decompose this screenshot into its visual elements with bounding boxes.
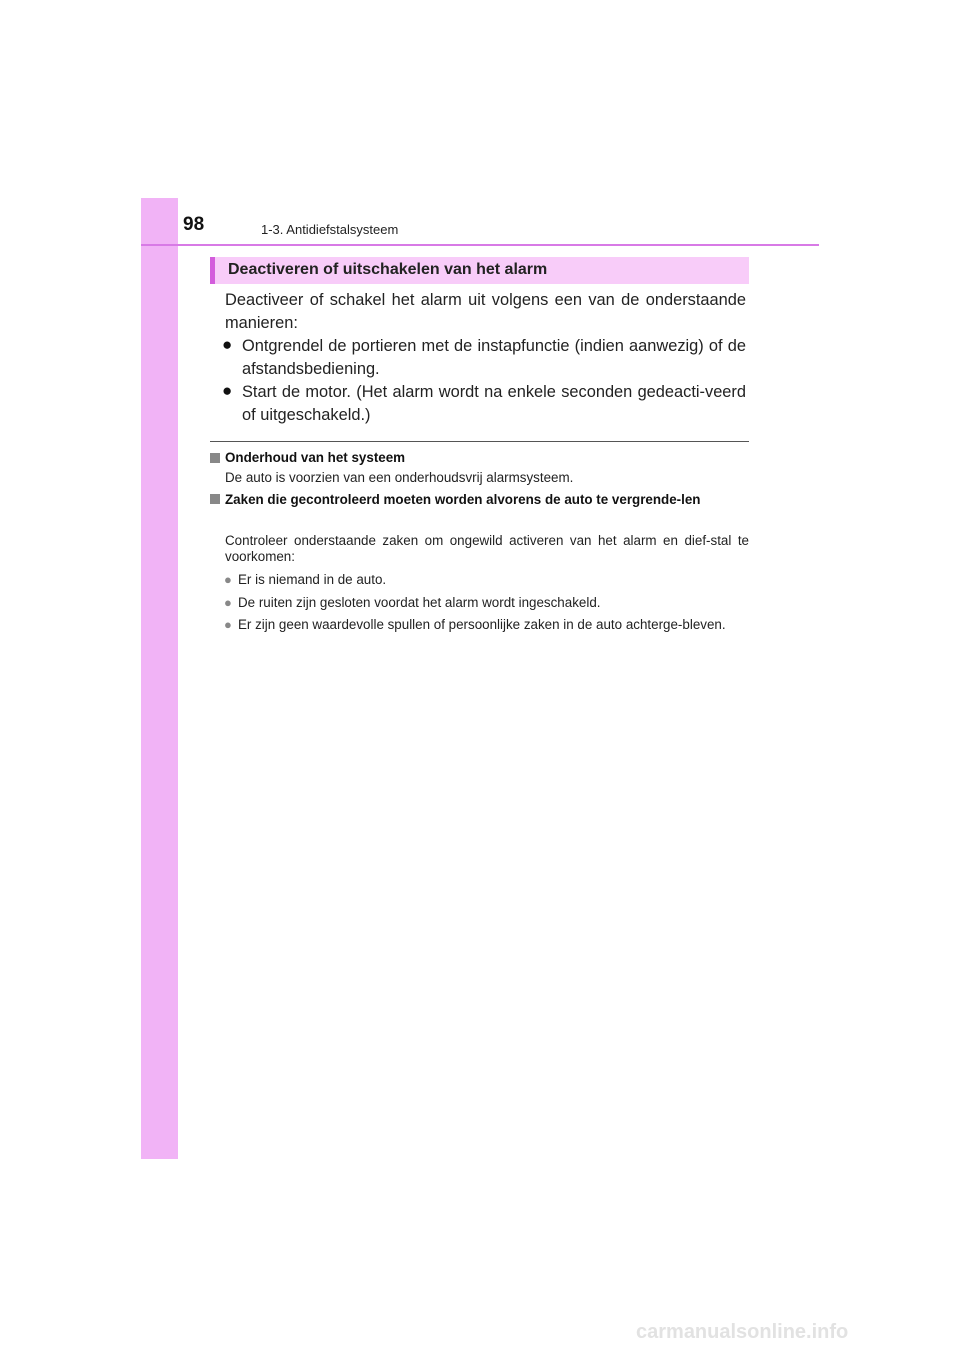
note-text: De auto is voorzien van een onderhoudsvrij alarmsysteem. [225,470,574,485]
small-bullet-dot-icon: ● [224,572,232,587]
note-square-icon [210,453,220,463]
section-title: Deactiveren of uitschakelen van het alarm [228,261,548,278]
section-title-bar [210,257,749,284]
note-heading: Onderhoud van het systeem [225,450,406,465]
small-bullet-dot-icon: ● [224,595,232,610]
note-list-item: De ruiten zijn gesloten voordat het alarm wordt ingeschakeld. [238,595,601,610]
note-heading: Zaken die gecontroleerd moeten worden alvorens de auto te vergrende-len [225,492,701,507]
watermark: carmanualsonline.info [636,1321,849,1343]
chapter-tab-strip [141,198,178,1159]
bullet-dot-icon: ● [222,381,233,400]
note-square-icon [210,494,220,504]
bullet-item: Ontgrendel de portieren met de instapfunctie (indien aanwezig) of de afstandsbediening. [242,337,746,378]
header-divider [141,244,819,246]
page-number: 98 [183,214,205,235]
note-list-item: Er zijn geen waardevolle spullen of persoonlijke zaken in de auto achterge-bleven. [238,617,726,632]
small-bullet-dot-icon: ● [224,617,232,632]
bullet-item: Start de motor. (Het alarm wordt na enkele seconden gedeacti-veerd of uitgeschakeld.) [242,383,746,424]
note-text: Controleer onderstaande zaken om ongewild activeren van het alarm en dief-stal te voorkomen: [225,533,749,564]
section-intro: Deactiveer of schakel het alarm uit volgens een van de onderstaande manieren: [225,291,746,332]
notes-divider [210,441,749,442]
bullet-dot-icon: ● [222,335,233,354]
note-list-item: Er is niemand in de auto. [238,572,387,587]
header-section-title: 1-3. Antidiefstalsysteem [261,222,399,237]
